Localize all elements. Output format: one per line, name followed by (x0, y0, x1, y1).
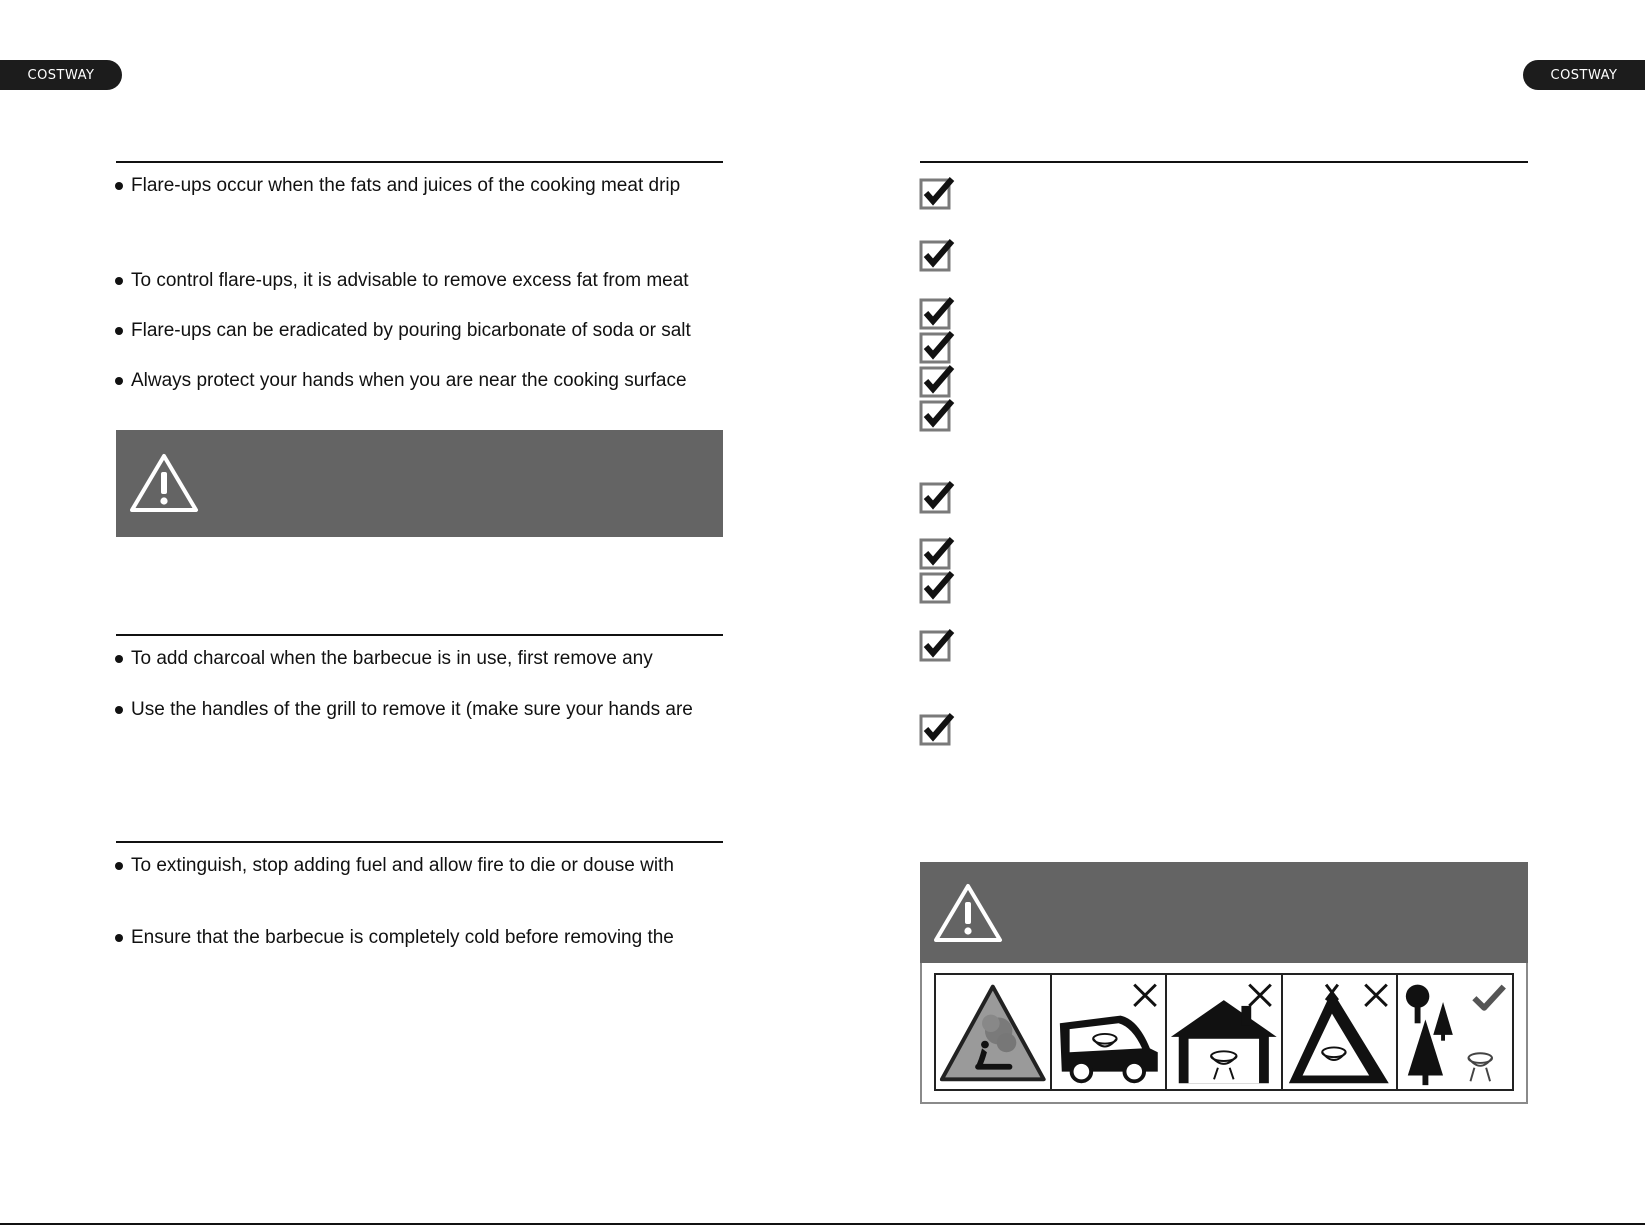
checkbox-checked-icon (919, 330, 955, 364)
page-bottom-rule (0, 1223, 1645, 1225)
checkbox-checked-icon (919, 628, 955, 662)
section-rule-adding-charcoal (116, 634, 723, 636)
bullet-dot (115, 934, 123, 942)
tent-grill-icon (1281, 973, 1399, 1091)
brand-logo-left (0, 60, 122, 90)
warning-banner (920, 862, 1528, 963)
warning-triangle-icon (128, 452, 200, 514)
section-rule-checklist (920, 161, 1528, 163)
bullet-dot (115, 327, 123, 335)
checkbox-checked-icon (919, 712, 955, 746)
bullet-dot (115, 182, 123, 190)
safety-pictogram-panel (920, 963, 1528, 1104)
warning-triangle-icon (932, 882, 1004, 944)
list-item (115, 855, 674, 877)
checkbox-checked-icon (919, 296, 955, 330)
bullet-dot (115, 655, 123, 663)
brand-logo-text: COSTWAY (1550, 67, 1618, 83)
brand-logo-right (1523, 60, 1645, 90)
checkbox-checked-icon (919, 176, 955, 210)
list-item (115, 270, 689, 292)
checkbox-checked-icon (919, 238, 955, 272)
list-item (115, 648, 653, 670)
bullet-text: Flare-ups can be eradicated by pouring bicarbonate of soda or salt (131, 320, 691, 341)
checkbox-checked-icon (919, 398, 955, 432)
bullet-text: Always protect your hands when you are near the cooking surface (131, 370, 687, 391)
checkbox-checked-icon (919, 570, 955, 604)
checkbox-checked-icon (919, 364, 955, 398)
bullet-dot (115, 706, 123, 714)
section-rule-extinguishing (116, 841, 723, 843)
vehicle-grill-icon (1050, 973, 1168, 1091)
list-item (115, 699, 693, 721)
bullet-dot (115, 862, 123, 870)
brand-logo-text: COSTWAY (27, 67, 95, 83)
bullet-text: To control flare-ups, it is advisable to remove excess fat from meat (131, 270, 689, 291)
bullet-dot (115, 277, 123, 285)
list-item (115, 370, 687, 392)
checkbox-checked-icon (919, 536, 955, 570)
bullet-text: Ensure that the barbecue is completely cold before removing the (131, 927, 674, 948)
checkbox-checked-icon (919, 480, 955, 514)
carbon-monoxide-warning-icon (934, 973, 1052, 1091)
list-item (115, 175, 680, 197)
bullet-text: To extinguish, stop adding fuel and allow fire to die or douse with (131, 855, 674, 876)
bullet-text: Use the handles of the grill to remove it (make sure your hands are (131, 699, 693, 720)
warning-banner (116, 430, 723, 537)
list-item (115, 927, 674, 949)
bullet-dot (115, 377, 123, 385)
bullet-text: To add charcoal when the barbecue is in use, first remove any (131, 648, 653, 669)
section-rule-flare-ups (116, 161, 723, 163)
indoor-house-grill-icon (1165, 973, 1283, 1091)
outdoor-trees-grill-icon (1396, 973, 1514, 1091)
list-item (115, 320, 691, 342)
bullet-text: Flare-ups occur when the fats and juices of the cooking meat drip (131, 175, 681, 196)
